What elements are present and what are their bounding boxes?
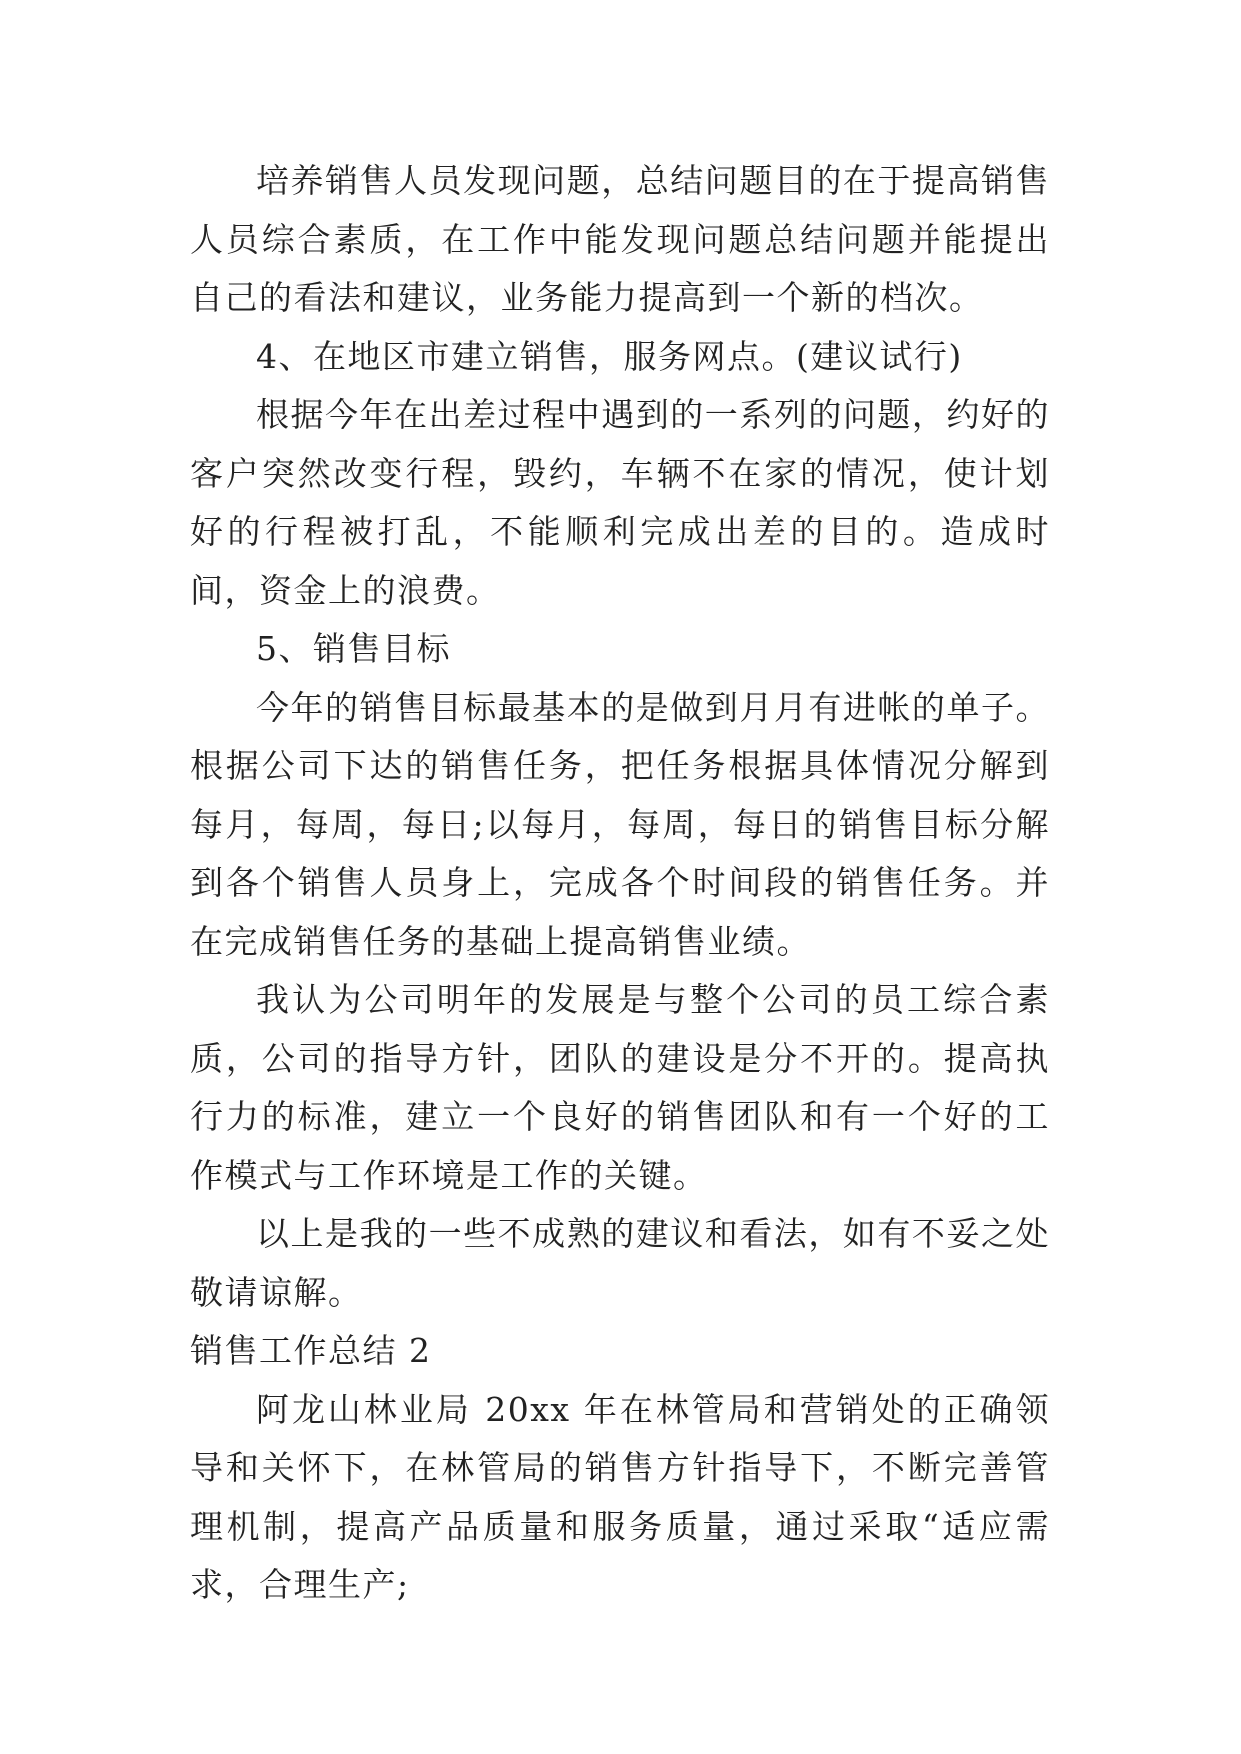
section-title: 销售工作总结 2 <box>190 1331 432 1370</box>
paragraph-alongshan: 阿龙山林业局 20xx 年在林管局和营销处的正确领导和关怀下，在林管局的销售方针指导下，不断完善管理机制，提高产品质量和服务质量，通过采取“适应需求，合理生产; <box>190 1389 1050 1604</box>
item-4-heading: 4、在地区市建立销售，服务网点。(建议试行) <box>256 336 963 376</box>
paragraph-training: 培养销售人员发现问题，总结问题目的在于提高销售人员综合素质，在工作中能发现问题总结问题并能提出自己的看法和建议，业务能力提高到一个新的档次。 <box>190 161 1050 317</box>
paragraph-sales-target: 今年的销售目标最基本的是做到月月有进帐的单子。根据公司下达的销售任务，把任务根据具体情况分解到每月，每周，每日;以每月，每周，每日的销售目标分解到各个销售人员身上，完成各个时间段的销售任务。并在完成销售任务的基础上提高销售业绩。 <box>190 687 1050 961</box>
item-5-heading: 5、销售目标 <box>256 629 451 668</box>
document-body <box>190 152 1050 1615</box>
paragraph-travel-issues: 根据今年在出差过程中遇到的一系列的问题，约好的客户突然改变行程，毁约，车辆不在家的情况，使计划好的行程被打乱，不能顺利完成出差的目的。造成时间，资金上的浪费。 <box>190 395 1050 610</box>
paragraph-company-development: 我认为公司明年的发展是与整个公司的员工综合素质，公司的指导方针，团队的建设是分不开的。提高执行力的标准，建立一个良好的销售团队和有一个好的工作模式与工作环境是工作的关键。 <box>190 980 1050 1195</box>
paragraph-closing: 以上是我的一些不成熟的建议和看法，如有不妥之处敬请谅解。 <box>190 1214 1050 1312</box>
